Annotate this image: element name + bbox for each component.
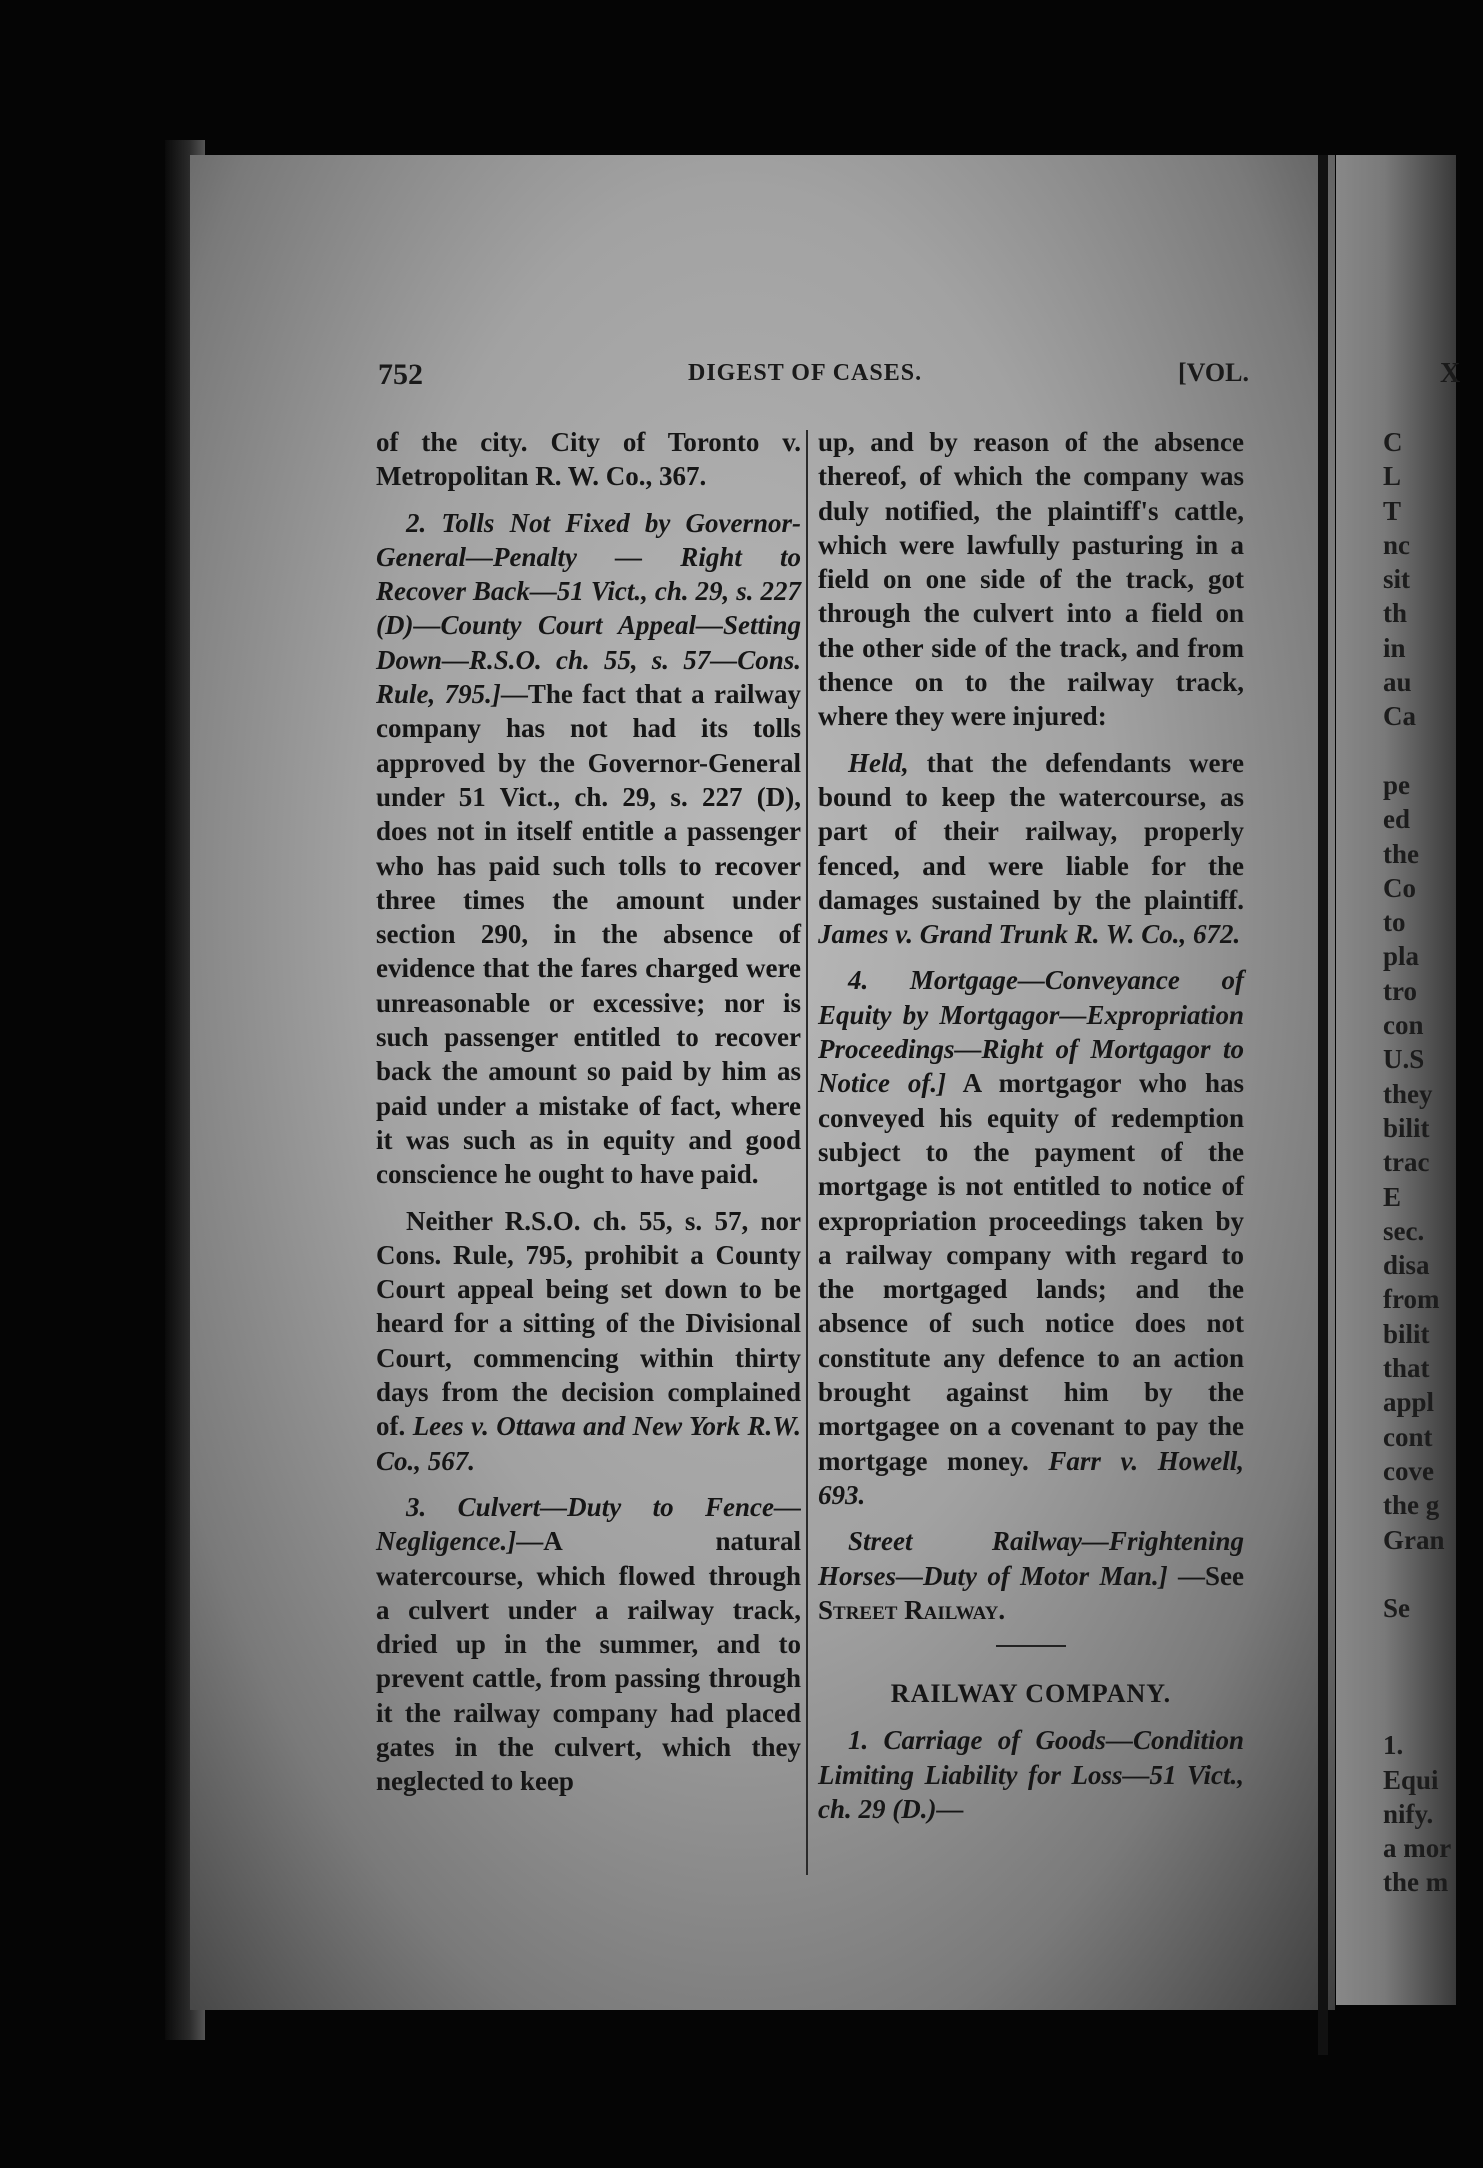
adjacent-page-header: X <box>1440 358 1461 389</box>
entry-heading: 1. Carriage of Goods—Condition Limiting Liability for Loss—51 Vict., ch. 29 (D.)— <box>818 1725 1244 1824</box>
adjacent-page-line: Equi <box>1383 1764 1439 1795</box>
adjacent-page-line <box>1383 1660 1483 1694</box>
adjacent-page-line: nc <box>1383 529 1410 560</box>
paragraph-continuation: up, and by reason of the absence thereof, of which the company was duly notified, the plaintiff's cattle, which were lawfully pasturing in a field on one side of the track, got through the culvert into a field on the other side of the track, and from thence on to the railway track, where they were injured: <box>818 427 1244 732</box>
adjacent-page-line: tro <box>1383 975 1417 1006</box>
adjacent-page-line: T <box>1383 495 1402 526</box>
section-divider <box>996 1645 1066 1647</box>
adjacent-page-line: Se <box>1383 1593 1410 1624</box>
adjacent-page-line: ed <box>1383 804 1410 835</box>
adjacent-page-line: sec. <box>1383 1215 1425 1246</box>
entry-street-railway <box>818 1524 1244 1627</box>
adjacent-page-line: they <box>1383 1078 1433 1109</box>
entry-heading: Street Railway—Frightening Horses—Duty of Motor Man.] <box>818 1526 1244 1591</box>
adjacent-page-line: 1. <box>1383 1730 1404 1761</box>
adjacent-page-line: the m <box>1383 1867 1449 1898</box>
case-citation: James v. Grand Trunk R. W. Co., 672. <box>818 919 1241 950</box>
entry-body: —The fact that a railway company has not had its tolls approved by the Governor-General under 51 Vict., ch. 29, s. 227 (D), does not in itself entitle a passenger who has paid such tolls to recover three times the amount under section 290, in the absence of evidence that the fares charged were unreasonable or excessive; nor is such passenger entitled to recover back the amount so paid by him as paid under a mistake of fact, where it was such as in equity and good conscience he ought to have paid. <box>376 679 801 1190</box>
adjacent-page-line: U.S <box>1383 1044 1425 1075</box>
adjacent-page-line: Co <box>1383 872 1416 903</box>
adjacent-page-line: disa <box>1383 1250 1430 1281</box>
held-lead: Held, <box>848 747 909 778</box>
entry-mortgage <box>818 963 1244 1512</box>
running-head <box>378 358 1278 402</box>
entry-heading: 3. Culvert—Duty to Fence—Negligence.] <box>376 1491 801 1557</box>
left-column <box>376 425 801 1811</box>
see-reference: Street Railway. <box>818 1594 1006 1625</box>
adjacent-page-line <box>1383 1625 1483 1659</box>
case-citation: Farr v. Howell, 693. <box>818 1445 1245 1510</box>
entry-body: that the defendants were bound to keep the watercourse, as part of their railway, properly fenced, and were liable for the damages sustained by the plaintiff. <box>818 747 1245 915</box>
adjacent-page-line: Ca <box>1383 701 1416 732</box>
entry-body: Neither R.S.O. ch. 55, s. 57, nor Cons. Rule, 795, prohibit a County Court appeal being set down to be heard for a sitting of the Divisional Court, commencing within thirty days from the decision complained of. <box>376 1205 801 1442</box>
adjacent-page-line: that <box>1383 1353 1430 1384</box>
page-number: 752 <box>378 358 423 391</box>
volume-marker: [VOL. <box>1178 358 1249 387</box>
adjacent-page-line: E <box>1383 1181 1402 1212</box>
entry-appeal <box>376 1204 801 1478</box>
adjacent-page-line: the g <box>1383 1490 1440 1521</box>
adjacent-page-line: pe <box>1383 769 1410 800</box>
entry-heading: 4. Mortgage—Conveyance of Equity by Mortgagor—Expropriation Proceedings—Right of Mortgagor to Notice of.] <box>818 965 1244 1099</box>
adjacent-page-line: a mor <box>1383 1833 1452 1864</box>
adjacent-page-line <box>1383 1694 1483 1728</box>
page-gutter <box>1318 155 1328 2055</box>
see-prefix: —See <box>1178 1560 1245 1591</box>
right-column <box>818 425 1244 1838</box>
adjacent-page-line: au <box>1383 667 1412 698</box>
adjacent-page-line: Gran <box>1383 1524 1445 1555</box>
adjacent-page-line: nify. <box>1383 1798 1434 1829</box>
adjacent-page-line: cove <box>1383 1455 1434 1486</box>
entry-tolls <box>376 506 801 1192</box>
adjacent-page-line: in <box>1383 632 1406 663</box>
adjacent-page-line: sit <box>1383 564 1410 595</box>
adjacent-page-line: appl <box>1383 1387 1435 1418</box>
adjacent-page-line: cont <box>1383 1421 1433 1452</box>
column-rule <box>806 430 808 1875</box>
adjacent-page-line: trac <box>1383 1147 1430 1178</box>
running-title: DIGEST OF CASES. <box>688 360 923 386</box>
adjacent-page-line: from <box>1383 1284 1440 1315</box>
adjacent-page-line <box>1383 1557 1483 1591</box>
adjacent-page-line: the <box>1383 838 1419 869</box>
adjacent-page-line: C <box>1383 427 1403 457</box>
section-heading: RAILWAY COMPANY. <box>890 1679 1172 1709</box>
adjacent-page-line: bilit <box>1383 1318 1430 1349</box>
adjacent-page-text <box>1383 425 1483 1900</box>
entry-culvert <box>376 1490 801 1799</box>
adjacent-page-line: th <box>1383 598 1408 629</box>
adjacent-page-line: to <box>1383 907 1406 938</box>
adjacent-page-line <box>1383 734 1483 768</box>
adjacent-page-line: L <box>1383 461 1402 492</box>
adjacent-page-line: pla <box>1383 941 1420 972</box>
paragraph-continuation: of the city. City of Toronto v. Metropolitan R. W. Co., 367. <box>376 427 801 492</box>
entry-body: —A natural watercourse, which flowed through a culvert under a railway track, dried up in the summer, and to prevent cattle, from passing through it the railway company had placed gates in the culvert, which they neglected to keep <box>376 1526 801 1797</box>
adjacent-page-line: con <box>1383 1010 1424 1041</box>
case-citation: Lees v. Ottawa and New York R.W. Co., 567. <box>376 1411 802 1476</box>
entry-body: A mortgagor who has conveyed his equity of redemption subject to the payment of the mortgage is not entitled to notice of expropriation proceedings taken by a railway company with regard to the mortgaged lands; and the absence of such notice does not constitute any defence to an action brought against him by the mortgagee on a covenant to pay the mortgage money. <box>818 1068 1244 1476</box>
entry-carriage <box>818 1723 1244 1826</box>
adjacent-page-line: bilit <box>1383 1112 1430 1143</box>
entry-heading: 2. Tolls Not Fixed by Governor-General—Penalty — Right to Recover Back—51 Vict., ch. 29, s. 227 (D)—County Court Appeal—Setting Down—R.S.O. ch. 55, s. 57—Cons. Rule, 795.] <box>376 507 801 710</box>
entry-held <box>818 746 1244 952</box>
